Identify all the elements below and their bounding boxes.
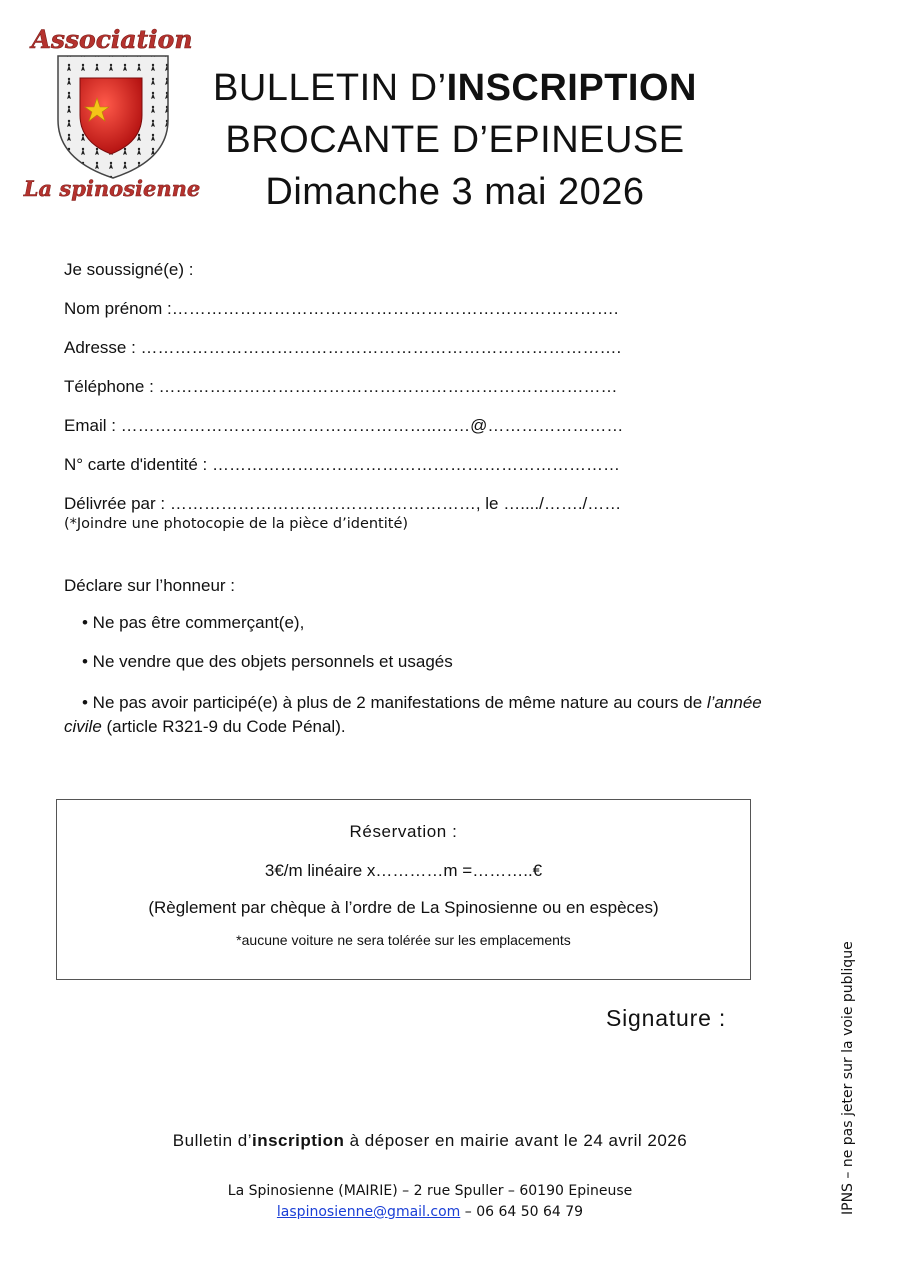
ipns-side-note: IPNS – ne pas jeter sur la voie publique <box>840 941 856 1215</box>
id-card-field[interactable]: N° carte d'identité : ……………………………………………………………… <box>64 455 621 474</box>
footer-email-link[interactable]: laspinosienne@gmail.com <box>276 1204 461 1220</box>
reservation-box <box>56 799 751 980</box>
reservation-price-field[interactable]: 3€/m linéaire x…………m =………..€ <box>264 861 543 880</box>
registration-form <box>64 258 784 739</box>
event-date: Dimanche 3 mai 2026 <box>265 171 645 213</box>
deposit-bold: inscription <box>252 1131 345 1150</box>
email-field[interactable]: Email : ………………………………………………..……@…………………… <box>64 416 624 435</box>
reservation-title: Réservation : <box>349 822 458 841</box>
footer-contact <box>0 1202 860 1223</box>
deposit-instruction: Bulletin d’inscription à déposer en mairie avant le 24 avril 2026 <box>172 1131 688 1150</box>
logo-bottom-text: La spinosienne <box>23 176 201 201</box>
declaration-heading: Déclare sur l’honneur : <box>64 576 236 595</box>
title-bold-word: INSCRIPTION <box>446 67 697 109</box>
phone-field[interactable]: Téléphone : ……………………………………………………………………… <box>64 377 618 396</box>
document-title <box>150 62 760 218</box>
logo-top-text: Association <box>31 25 193 54</box>
title-line-1: BULLETIN D’INSCRIPTION <box>213 67 697 109</box>
issued-by-field[interactable]: Délivrée par : ………………………………………………, le …..../……./…… <box>64 494 622 513</box>
form-intro: Je soussigné(e) : <box>64 260 194 279</box>
signature-label[interactable]: Signature : <box>606 1005 727 1031</box>
declaration-item-3: • Ne pas avoir participé(e) à plus de 2 manifestations de même nature au cours de l’année civile (article R321-9 du Code Pénal). <box>64 693 762 736</box>
civil-year-text: l’année civile <box>64 693 762 736</box>
declaration-item-2: • Ne vendre que des objets personnels et usagés <box>82 652 453 671</box>
footer-address: La Spinosienne (MAIRIE) – 2 rue Spuller – 60190 Epineuse <box>227 1183 633 1199</box>
address-field[interactable]: Adresse : …………………………………………………………………………. <box>64 338 622 357</box>
footer-phone: – 06 64 50 64 79 <box>460 1204 584 1220</box>
declaration-item-1: • Ne pas être commerçant(e), <box>82 613 305 632</box>
name-field[interactable]: Nom prénom :……………………………………………………………………. <box>64 299 619 318</box>
title-line-2: BROCANTE D’EPINEUSE <box>225 119 685 161</box>
reservation-payment: (Règlement par chèque à l’ordre de La Spinosienne ou en espèces) <box>148 898 659 917</box>
footer <box>0 1181 860 1223</box>
reservation-note: *aucune voiture ne sera tolérée sur les emplacements <box>236 932 571 948</box>
id-note: (*Joindre une photocopie de la pièce d’identité) <box>64 516 409 532</box>
